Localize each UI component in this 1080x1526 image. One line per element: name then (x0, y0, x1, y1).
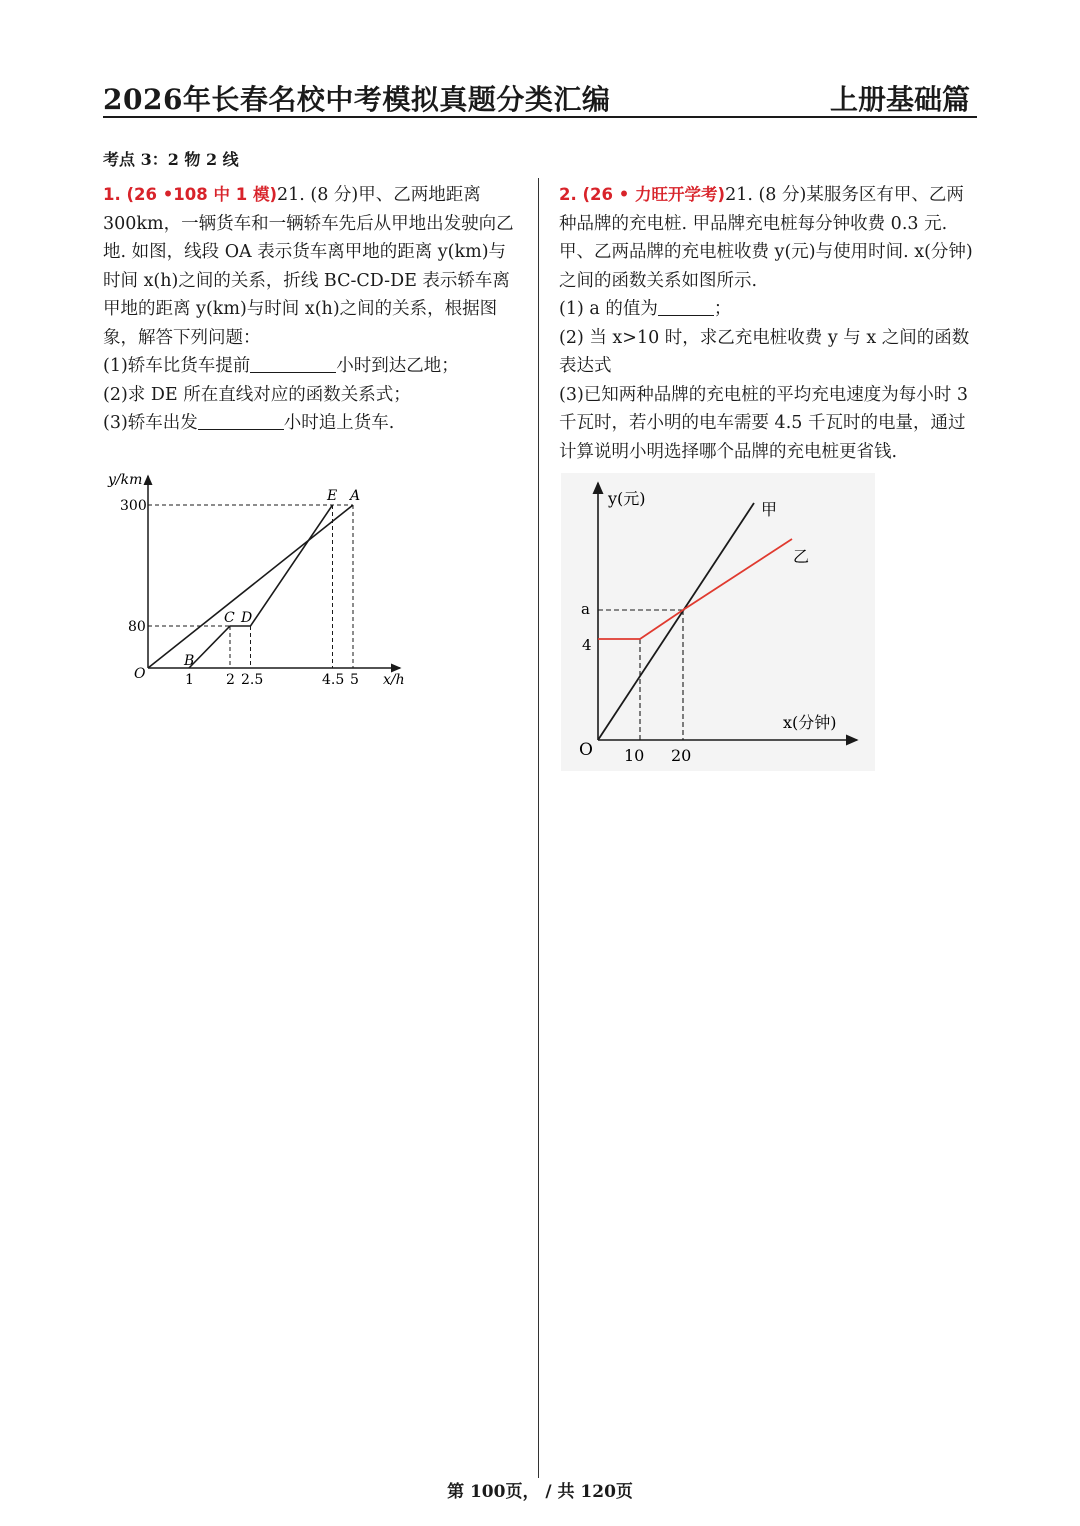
x-tick-label: 2 (226, 672, 235, 688)
problem-2-intro: 2. (26 • 力旺开学考)21. (8 分)某服务区有甲、乙两种品牌的充电桩. 甲品牌充电桩每分钟收费 0.3 元. 甲、乙两品牌的充电桩收费 y(元)与使用时间. x(分钟)之间的函数关系如图所示. (559, 185, 973, 291)
origin-label: O (134, 666, 146, 682)
point-label-A: A (350, 488, 361, 504)
answer-blank (658, 297, 714, 316)
column-divider (538, 178, 539, 1478)
problem-2 (559, 181, 979, 466)
y-tick-label: 300 (120, 498, 147, 514)
polyline-BCDE (189, 505, 333, 668)
page-footer: 第 100页， / 共 120页 (447, 1482, 633, 1502)
document-title: 2026年长春名校中考模拟真题分类汇编 (103, 83, 611, 116)
volume-label: 上册基础篇 (829, 83, 970, 116)
point-label-D: D (241, 610, 253, 626)
line-label-yi: 乙 (793, 547, 810, 566)
problem-1-q1: (1)轿车比货车提前 小时到达乙地； (103, 356, 459, 376)
section-heading: 考点 3：2 物 2 线 (103, 150, 239, 169)
y-axis-label: y/km (108, 472, 143, 488)
point-label-E: E (327, 488, 338, 504)
x-axis-label: x(分钟) (783, 713, 837, 732)
problem-1-q2: (2)求 DE 所在直线对应的函数关系式； (103, 384, 411, 405)
y-tick-label: 80 (128, 619, 146, 635)
problem-1-intro: 1. (26 •108 中 1 模)21. (8 分)甲、乙两地距离 300km，一辆货车和一辆轿车先后从甲地出发驶向乙地. 如图，线段 OA 表示货车离甲地的距离 y(km)与时间 x(h)之间的关系，折线 BC-CD-DE 表示轿车离甲地的距离 y(km)与时间 x(h)之间的关系，根据图象，解答下列问题： (103, 185, 514, 348)
line-label-jia: 甲 (761, 500, 778, 519)
origin-label: O (579, 740, 593, 760)
problem-2-q1: (1) a 的值为 ； (559, 299, 732, 319)
point-label-B: B (184, 653, 195, 669)
problem-2-q2: (2) 当 x>10 时，求乙充电桩收费 y 与 x 之间的函数表达式 (559, 327, 970, 376)
x-tick-label: 5 (350, 672, 359, 688)
distance-time-graph (100, 462, 430, 697)
problem-1 (103, 181, 521, 438)
x-axis-label: x/h (383, 672, 405, 688)
header-divider (103, 116, 977, 118)
x-tick-label: 4.5 (322, 672, 345, 688)
y-tick-label: 4 (582, 636, 592, 654)
y-tick-label: a (581, 600, 590, 618)
problem-1-q3: (3)轿车出发 小时追上货车. (103, 413, 395, 433)
answer-blank (198, 411, 284, 430)
y-axis-label: y(元) (608, 489, 646, 508)
problem-2-q3: (3)已知两种品牌的充电桩的平均充电速度为每小时 3 千瓦时，若小明的电车需要 4.5 千瓦时的电量，通过计算说明小明选择哪个品牌的充电桩更省钱. (559, 384, 968, 462)
point-label-C: C (224, 610, 235, 626)
x-tick-label: 1 (185, 672, 194, 688)
charging-fee-graph (561, 473, 875, 771)
x-tick-label: 20 (671, 746, 692, 765)
x-tick-label: 10 (624, 746, 645, 765)
answer-blank (250, 354, 336, 373)
x-tick-label: 2.5 (241, 672, 264, 688)
problem-1-source: 1. (26 •108 中 1 模) (103, 185, 277, 204)
problem-2-source: 2. (26 • 力旺开学考) (559, 185, 726, 204)
